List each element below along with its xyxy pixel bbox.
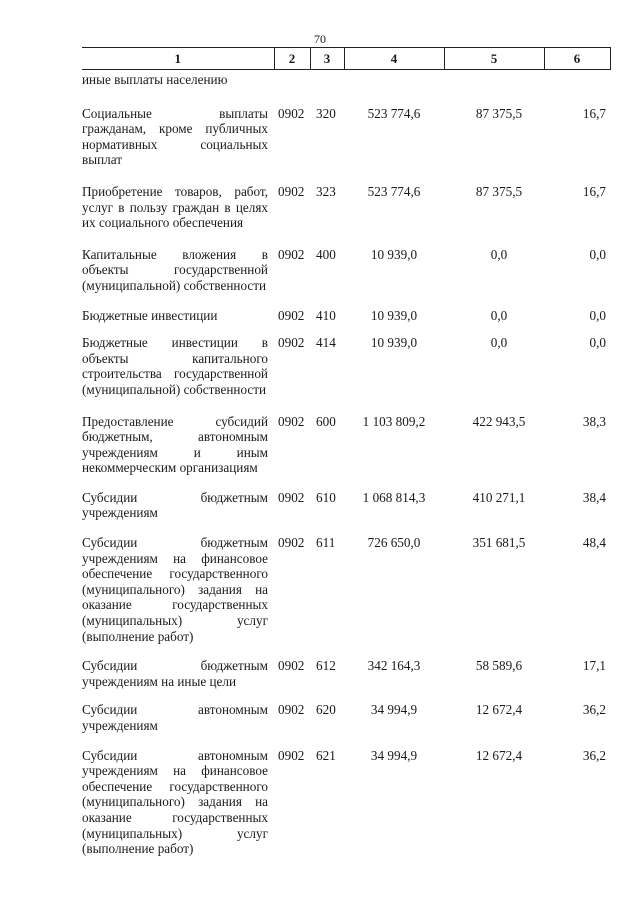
row-execution-percent: 36,2 xyxy=(582,747,606,763)
row-planned-amount: 10 939,0 xyxy=(370,307,418,323)
row-name: Субсидии бюджетным учреждениям на финансовое обеспечение государственного (муниципального) задания на оказание государственных (муниципальных) услуг (выполнение работ) xyxy=(82,535,268,644)
row-planned-amount: 1 103 809,2 xyxy=(362,413,426,429)
row-expense-type-code: 621 xyxy=(316,747,336,763)
row-actual-amount: 87 375,5 xyxy=(475,183,523,199)
column-header-1: 1 xyxy=(82,48,274,70)
row-execution-percent: 0,0 xyxy=(589,307,606,323)
table-row xyxy=(82,398,610,476)
row-expense-type-code: 414 xyxy=(316,335,336,351)
row-actual-amount: 0,0 xyxy=(490,335,508,351)
row-actual-amount: 58 589,6 xyxy=(475,658,523,674)
row-name: Субсидии бюджетным учреждениям на иные цели xyxy=(82,658,268,689)
row-expense-type-code: 610 xyxy=(316,489,336,505)
header-row xyxy=(82,48,610,70)
continuation-text: иные выплаты населению xyxy=(82,72,228,87)
table-body xyxy=(82,70,610,861)
row-name: Приобретение товаров, работ, услуг в пользу граждан в целях их социального обеспечения xyxy=(82,183,268,231)
row-section-code: 0902 xyxy=(278,747,305,763)
row-section-code: 0902 xyxy=(278,489,305,505)
table-row xyxy=(82,644,610,689)
row-planned-amount: 1 068 814,3 xyxy=(362,489,426,505)
row-name: Субсидии автономным учреждениям на финансовое обеспечение государственного (муниципального) задания на оказание государственных (муниципальных) услуг (выполнение работ) xyxy=(82,747,268,857)
row-execution-percent: 0,0 xyxy=(589,246,606,262)
row-planned-amount: 10 939,0 xyxy=(370,335,418,351)
row-name: Предоставление субсидий бюджетным, автономным учреждениям и иным некоммерческим организациям xyxy=(82,413,268,476)
row-execution-percent: 16,7 xyxy=(582,183,606,199)
column-header-2: 2 xyxy=(274,48,310,70)
row-planned-amount: 342 164,3 xyxy=(367,658,421,674)
row-planned-amount: 34 994,9 xyxy=(370,702,418,718)
row-name: Бюджетные инвестиции xyxy=(82,307,218,323)
row-name: Капитальные вложения в объекты государственной (муниципальной) собственности xyxy=(82,246,268,293)
row-expense-type-code: 612 xyxy=(316,658,336,674)
row-section-code: 0902 xyxy=(278,702,305,718)
row-actual-amount: 0,0 xyxy=(490,307,508,323)
row-section-code: 0902 xyxy=(278,246,305,262)
column-header-5: 5 xyxy=(444,48,544,70)
row-execution-percent: 17,1 xyxy=(582,658,606,674)
row-expense-type-code: 323 xyxy=(316,183,336,199)
column-header-3: 3 xyxy=(310,48,344,70)
row-name: Бюджетные инвестиции в объекты капитального строительства государственной (муниципальной) собственности xyxy=(82,335,268,397)
row-section-code: 0902 xyxy=(278,307,305,323)
row-actual-amount: 422 943,5 xyxy=(472,413,526,429)
table-row xyxy=(82,294,610,324)
row-planned-amount: 726 650,0 xyxy=(367,535,421,551)
row-expense-type-code: 611 xyxy=(316,535,336,551)
row-section-code: 0902 xyxy=(278,413,305,429)
row-planned-amount: 523 774,6 xyxy=(367,105,421,121)
row-actual-amount: 12 672,4 xyxy=(475,747,523,763)
row-execution-percent: 36,2 xyxy=(582,702,606,718)
row-section-code: 0902 xyxy=(278,658,305,674)
budget-table xyxy=(82,47,611,861)
column-header-6: 6 xyxy=(544,48,610,70)
row-expense-type-code: 600 xyxy=(316,413,336,429)
table-row xyxy=(82,323,610,397)
row-actual-amount: 410 271,1 xyxy=(472,489,526,505)
page-number: 70 xyxy=(314,32,326,46)
row-expense-type-code: 620 xyxy=(316,702,336,718)
table-row xyxy=(82,734,610,861)
row-expense-type-code: 410 xyxy=(316,307,336,323)
row-section-code: 0902 xyxy=(278,105,305,121)
row-expense-type-code: 400 xyxy=(316,246,336,262)
row-section-code: 0902 xyxy=(278,335,305,351)
table-row xyxy=(82,92,610,168)
row-section-code: 0902 xyxy=(278,535,305,551)
row-planned-amount: 523 774,6 xyxy=(367,183,421,199)
row-expense-type-code: 320 xyxy=(316,105,336,121)
row-section-code: 0902 xyxy=(278,183,305,199)
row-execution-percent: 38,3 xyxy=(582,413,606,429)
row-name: Субсидии автономным учреждениям xyxy=(82,702,268,733)
table-row xyxy=(82,521,610,644)
row-execution-percent: 48,4 xyxy=(582,535,606,551)
row-actual-amount: 351 681,5 xyxy=(472,535,526,551)
column-header-4: 4 xyxy=(344,48,444,70)
row-actual-amount: 0,0 xyxy=(490,246,508,262)
row-execution-percent: 0,0 xyxy=(589,335,606,351)
table-row xyxy=(82,476,610,521)
table-row xyxy=(82,168,610,231)
row-execution-percent: 38,4 xyxy=(582,489,606,505)
row-execution-percent: 16,7 xyxy=(582,105,606,121)
row-name: Социальные выплаты гражданам, кроме публичных нормативных социальных выплат xyxy=(82,105,268,168)
row-name: Субсидии бюджетным учреждениям xyxy=(82,489,268,521)
table-row xyxy=(82,689,610,733)
row-planned-amount: 34 994,9 xyxy=(370,747,418,763)
row-actual-amount: 87 375,5 xyxy=(475,105,523,121)
continuation-row xyxy=(82,70,610,92)
row-actual-amount: 12 672,4 xyxy=(475,702,523,718)
row-planned-amount: 10 939,0 xyxy=(370,246,418,262)
table-row xyxy=(82,231,610,294)
